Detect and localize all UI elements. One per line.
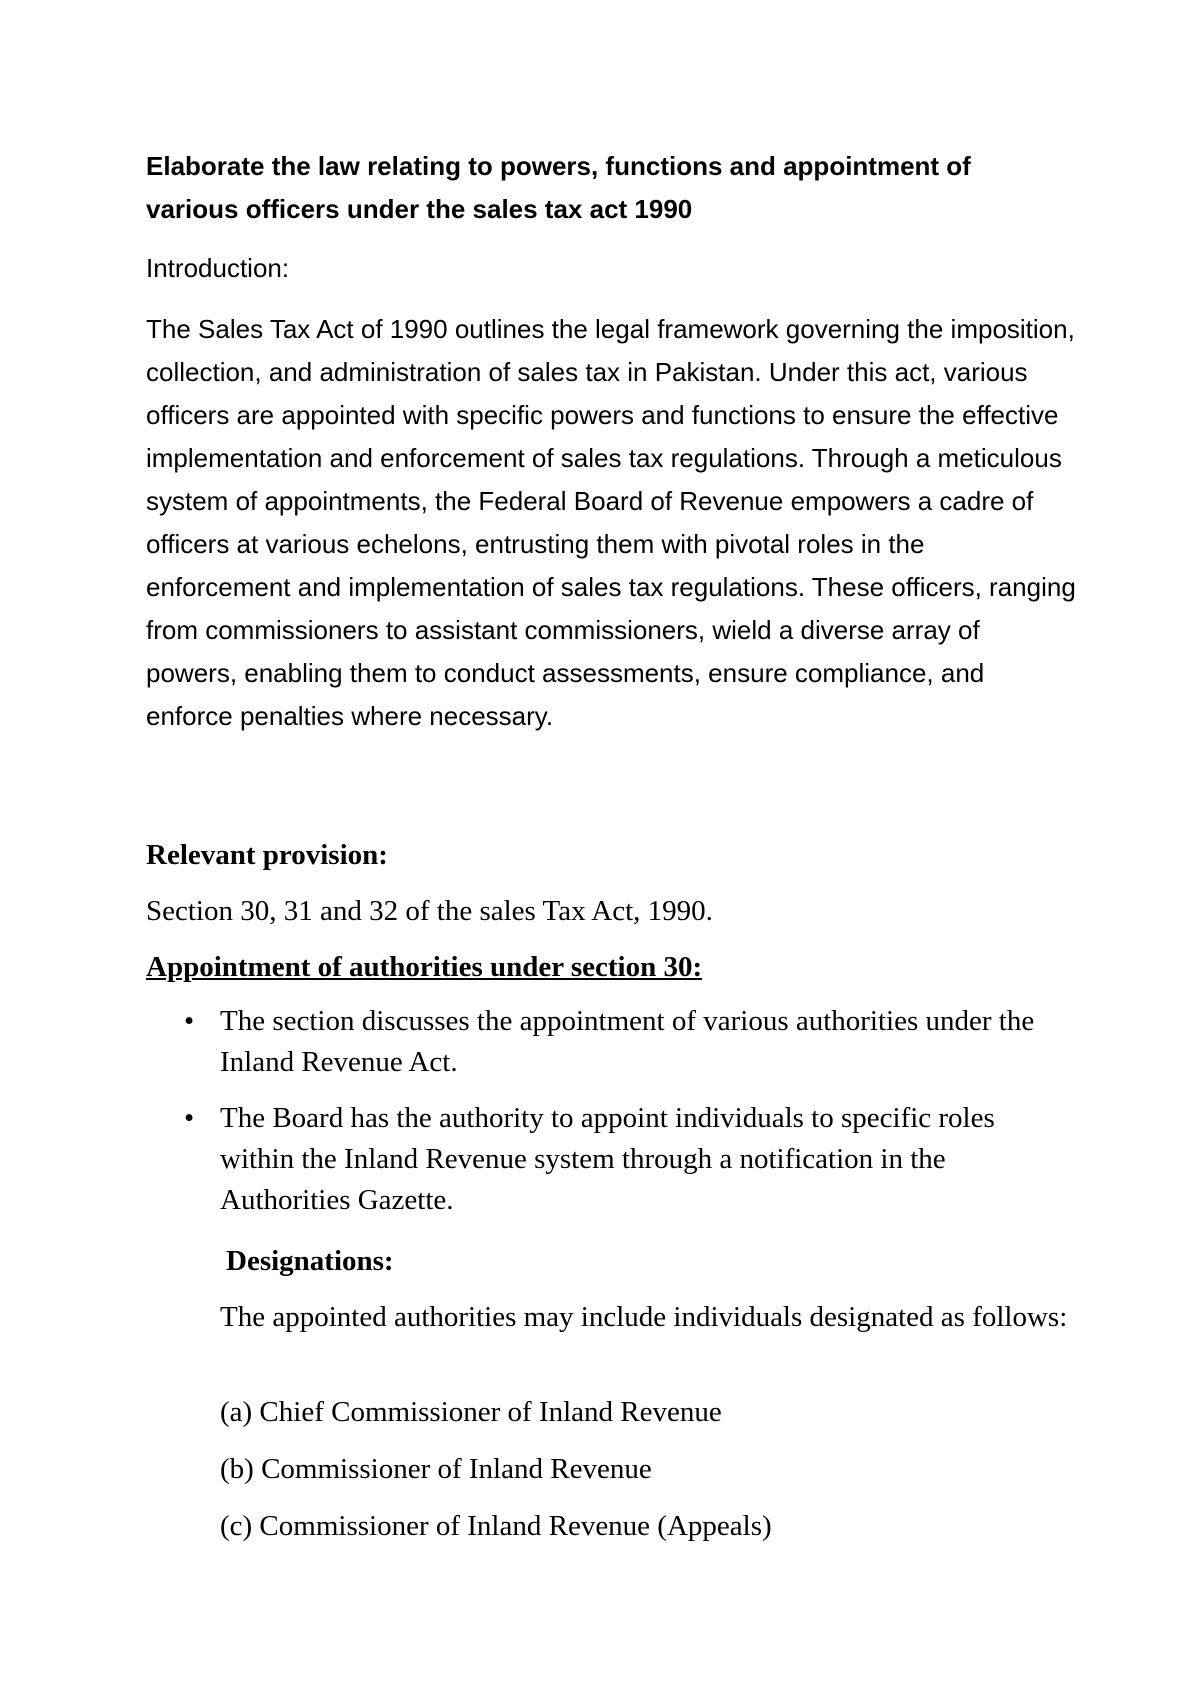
relevant-provision-text: Section 30, 31 and 32 of the sales Tax Act, 1990. bbox=[146, 895, 713, 927]
list-item-text: The section discusses the appointment of various authorities under the Inland Revenue Act. bbox=[220, 1005, 1035, 1078]
appointment-heading-text: Appointment of authorities under section 30: bbox=[146, 951, 703, 983]
designation-item: (c) Commissioner of Inland Revenue (Appeals) bbox=[220, 1510, 772, 1542]
list-item bbox=[146, 1098, 1076, 1221]
list-item bbox=[146, 1001, 1076, 1083]
list-item-text: The Board has the authority to appoint individuals to specific roles within the Inland Revenue system through a notification in the Authorities Gazette. bbox=[220, 1102, 995, 1216]
document-title bbox=[146, 145, 1076, 231]
relevant-provision-heading: Relevant provision: bbox=[146, 839, 388, 871]
bullet-list bbox=[146, 1001, 1076, 1236]
designation-item: (a) Chief Commissioner of Inland Revenue bbox=[220, 1396, 722, 1428]
bullet-icon: • bbox=[184, 1005, 195, 1037]
designations-heading: Designations: bbox=[226, 1245, 394, 1277]
introduction-heading: Introduction: bbox=[146, 253, 290, 283]
title-line-1: Elaborate the law relating to powers, functions and appointment of bbox=[146, 151, 971, 181]
appointment-heading bbox=[146, 947, 1076, 988]
title-line-2: various officers under the sales tax act 1990 bbox=[146, 194, 693, 224]
introduction-paragraph: The Sales Tax Act of 1990 outlines the legal framework governing the imposition, collection, and administration of sales tax in Pakistan. Under this act, various officers are appointed with specific powers and functions to ensure the effective implementation and enforcement of sales tax regulations. Through a meticulous system of appointments, the Federal Board of Revenue empowers a cadre of officers at various echelons, entrusting them with pivotal roles in the enforcement and implementation of sales tax regulations. These officers, ranging from commissioners to assistant commissioners, wield a diverse array of powers, enabling them to conduct assessments, ensure compliance, and enforce penalties where necessary. bbox=[146, 314, 1076, 731]
designation-item: (b) Commissioner of Inland Revenue bbox=[220, 1453, 652, 1485]
bullet-icon: • bbox=[184, 1102, 195, 1134]
designations-text: The appointed authorities may include individuals designated as follows: bbox=[220, 1301, 1068, 1333]
